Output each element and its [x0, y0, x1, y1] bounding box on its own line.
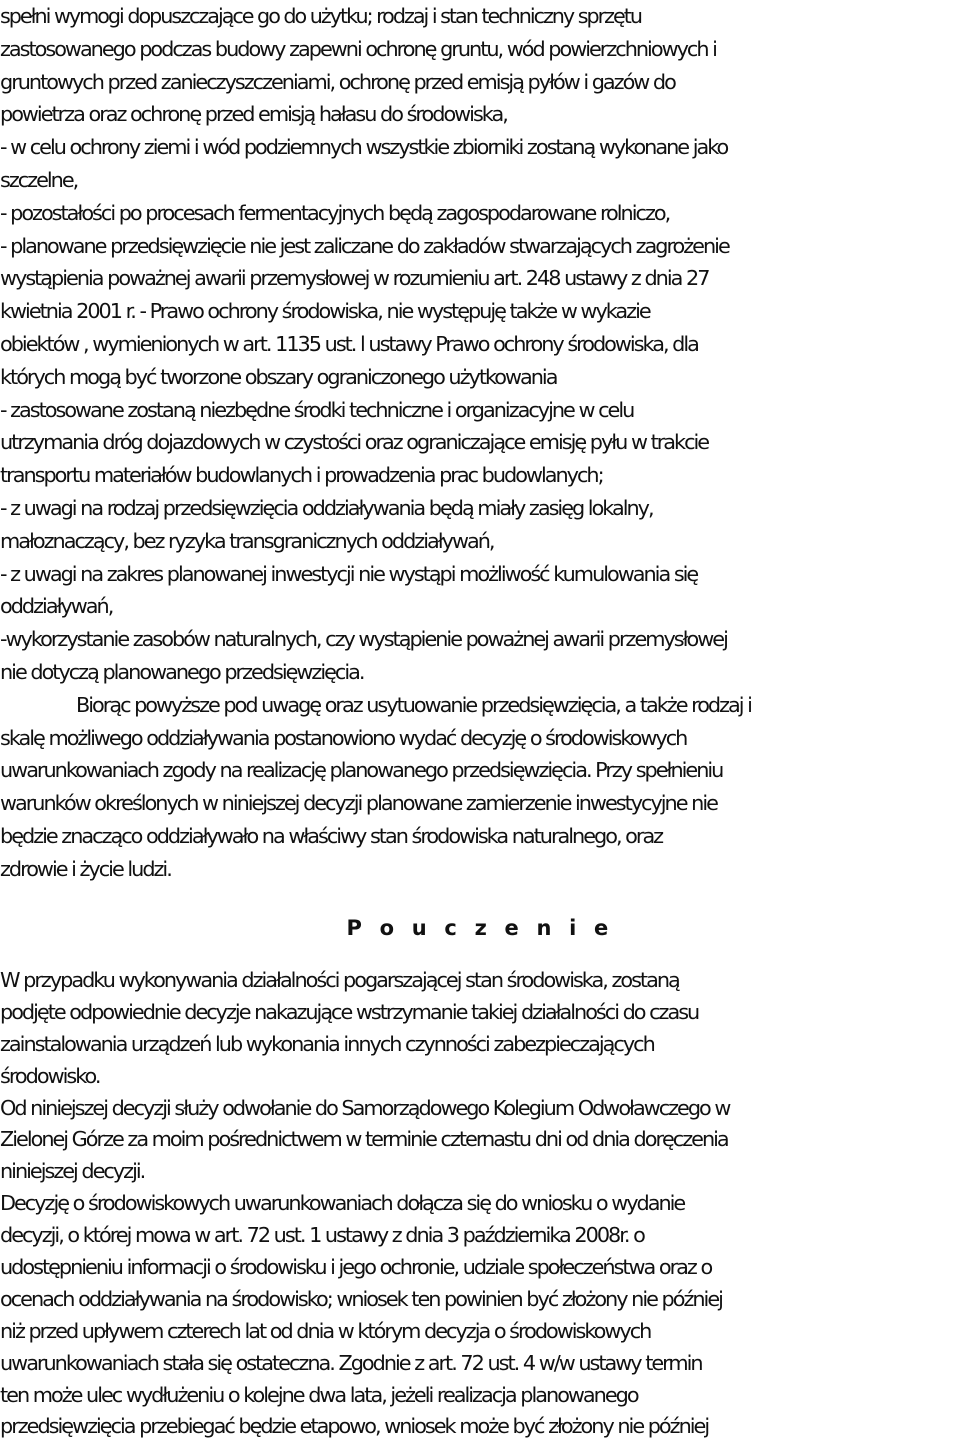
- paragraph-first-line: Biorąc powyższe pod uwagę oraz usytuowanie przedsięwzięcia, a także rodzaj i: [76, 692, 751, 717]
- text-line: - z uwagi na rodzaj przedsięwzięcia oddziaływania będą miały zasięg lokalny,: [0, 495, 653, 520]
- text-line: powietrza oraz ochronę przed emisją hałasu do środowiska,: [0, 102, 507, 127]
- text-line: ocenach oddziaływania na środowisko; wniosek ten powinien być złożony nie później: [0, 1286, 722, 1311]
- text-line: zainstalowania urządzeń lub wykonania innych czynności zabezpieczających: [0, 1031, 654, 1056]
- text-line: środowisko.: [0, 1063, 100, 1088]
- text-line: ten może ulec wydłużeniu o kolejne dwa lata, jeżeli realizacja planowanego: [0, 1382, 638, 1407]
- text-line: utrzymania dróg dojazdowych w czystości oraz ograniczające emisję pyłu w trakcie: [0, 430, 709, 455]
- text-line: Decyzję o środowiskowych uwarunkowaniach dołącza się do wniosku o wydanie: [0, 1191, 685, 1216]
- text-line: Zielonej Górze za moim pośrednictwem w terminie czternastu dni od dnia doręczenia: [0, 1127, 728, 1152]
- text-line: - zastosowane zostaną niezbędne środki techniczne i organizacyjne w celu: [0, 397, 634, 422]
- text-line: zastosowanego podczas budowy zapewni ochronę gruntu, wód powierzchniowych i: [0, 36, 716, 61]
- text-line: kwietnia 2001 r. - Prawo ochrony środowiska, nie występuję także w wykazie: [0, 299, 650, 324]
- text-line: - pozostałości po procesach fermentacyjnych będą zagospodarowane rolniczo,: [0, 200, 670, 225]
- text-line: których mogą być tworzone obszary ograniczonego użytkowania: [0, 364, 557, 389]
- text-line: decyzji, o której mowa w art. 72 ust. 1 ustawy z dnia 3 października 2008r. o: [0, 1223, 644, 1248]
- text-line: skalę możliwego oddziaływania postanowiono wydać decyzję o środowiskowych: [0, 725, 687, 750]
- pouczenie-text-block: [0, 965, 960, 1443]
- text-line: wystąpienia poważnej awarii przemysłowej w rozumieniu art. 248 ustawy z dnia 27: [0, 266, 709, 291]
- text-line: szczelne,: [0, 167, 78, 192]
- text-line: - z uwagi na zakres planowanej inwestycji nie wystąpi możliwość kumulowania się: [0, 561, 698, 586]
- text-line: spełni wymogi dopuszczające go do użytku; rodzaj i stan techniczny sprzętu: [0, 4, 641, 28]
- text-line: niniejszej decyzji.: [0, 1159, 145, 1184]
- text-line: obiektów , wymienionych w art. 1135 ust. l ustawy Prawo ochrony środowiska, dla: [0, 331, 698, 356]
- text-line: W przypadku wykonywania działalności pogarszającej stan środowiska, zostaną: [0, 968, 679, 992]
- text-line: zdrowie i życie ludzi.: [0, 856, 171, 881]
- text-line: warunków określonych w niniejszej decyzji planowane zamierzenie inwestycyjne nie: [0, 791, 717, 816]
- text-line: przedsięwzięcia przebiegać będzie etapowo, wniosek może być złożony nie później: [0, 1414, 709, 1439]
- text-line: -wykorzystanie zasobów naturalnych, czy wystąpienie poważnej awarii przemysłowej: [0, 627, 727, 652]
- text-line: gruntowych przed zanieczyszczeniami, ochronę przed emisją pyłów i gazów do: [0, 69, 675, 94]
- text-line: - planowane przedsięwzięcie nie jest zaliczane do zakładów stwarzających zagrożenie: [0, 233, 729, 258]
- text-line: niż przed upływem czterech lat od dnia w którym decyzja o środowiskowych: [0, 1318, 651, 1343]
- text-line: nie dotyczą planowanego przedsięwzięcia.: [0, 659, 364, 684]
- text-line: małoznaczący, bez ryzyka transgranicznych oddziaływań,: [0, 528, 494, 553]
- text-line: podjęte odpowiednie decyzje nakazujące wstrzymanie takiej działalności do czasu: [0, 999, 699, 1024]
- text-line: udostępnieniu informacji o środowisku i jego ochronie, udziale społeczeństwa oraz o: [0, 1255, 712, 1280]
- text-line: będzie znacząco oddziaływało na właściwy stan środowiska naturalnego, oraz: [0, 823, 663, 848]
- text-line: - w celu ochrony ziemi i wód podziemnych wszystkie zbiorniki zostaną wykonane jako: [0, 135, 728, 160]
- pouczenie-heading: P o u c z e n i e: [346, 916, 614, 940]
- text-line: oddziaływań,: [0, 594, 113, 619]
- text-line: uwarunkowaniach stała się ostateczna. Zgodnie z art. 72 ust. 4 w/w ustawy termin: [0, 1350, 702, 1375]
- text-line: transportu materiałów budowlanych i prowadzenia prac budowlanych;: [0, 463, 603, 488]
- text-line: Od niniejszej decyzji służy odwołanie do Samorządowego Kolegium Odwoławczego w: [0, 1095, 730, 1120]
- text-line: uwarunkowaniach zgody na realizację planowanego przedsięwzięcia. Przy spełnieniu: [0, 758, 723, 783]
